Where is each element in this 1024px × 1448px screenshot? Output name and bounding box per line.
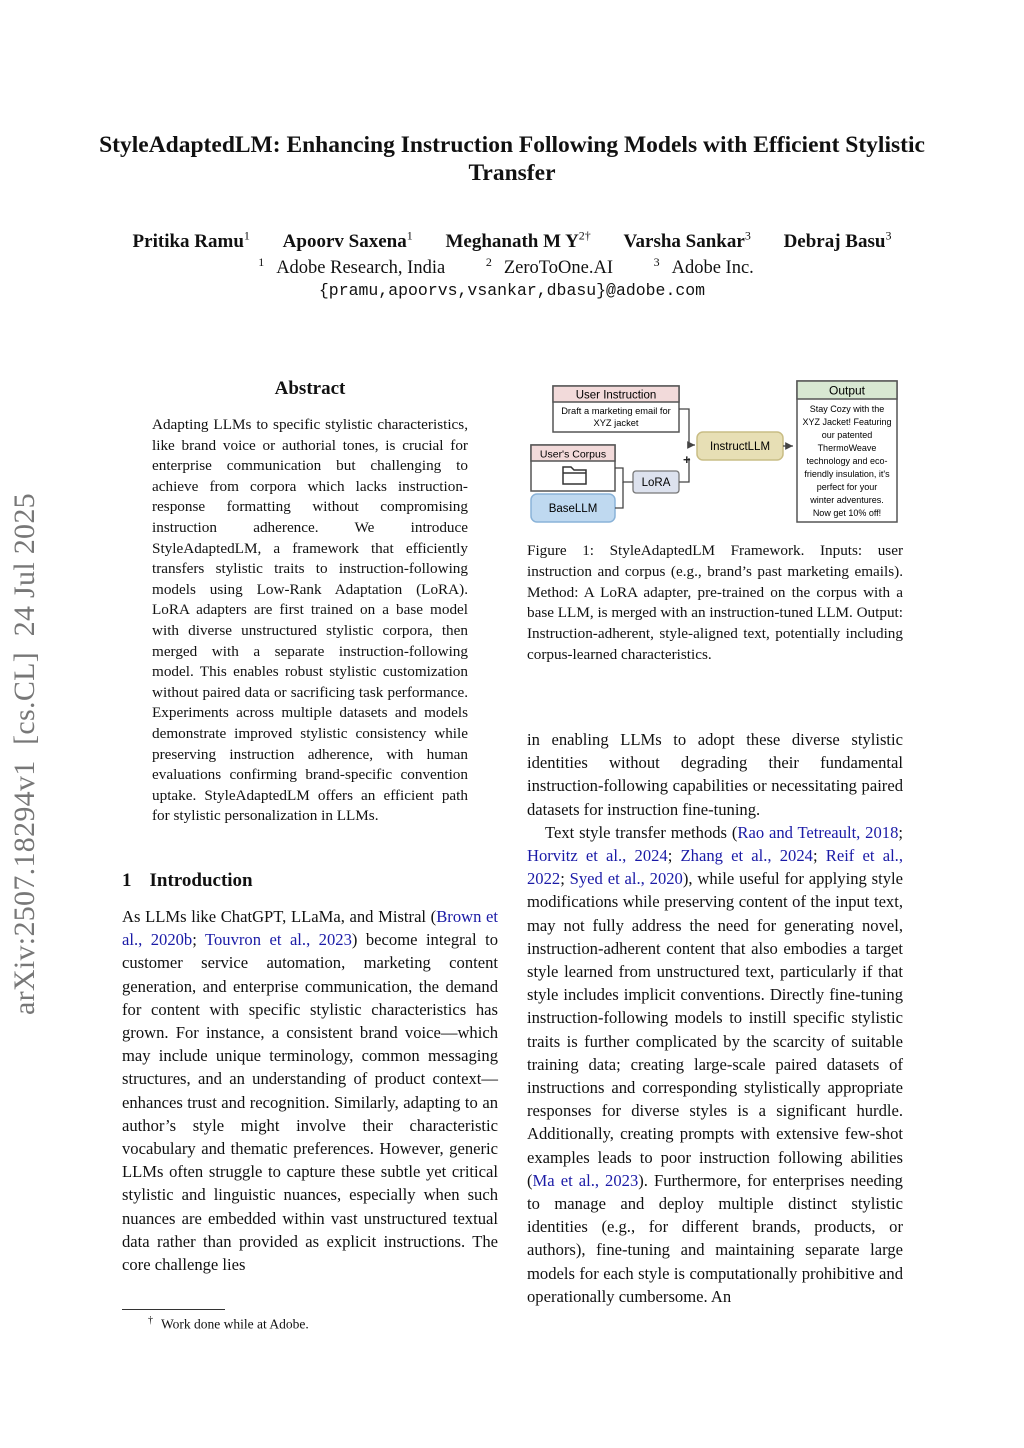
lora-label: LoRA [641, 477, 671, 489]
author-name: Apoorv Saxena [282, 231, 407, 253]
user-instruction-text: XYZ jacket [593, 418, 639, 428]
section-heading [122, 870, 253, 892]
output-label: Output [828, 383, 866, 398]
output-box [797, 381, 897, 522]
arxiv-stamp: arXiv:2507.18294v1 [cs.CL] 24 Jul 2025 [8, 493, 41, 1015]
citation-link[interactable]: Ma et al., 2023 [532, 1170, 639, 1190]
user-instruction-label: User Instruction [575, 389, 657, 402]
instruct-llm-label: InstructLLM [709, 441, 771, 453]
user-instruction-box [553, 386, 679, 432]
footnote-rule [122, 1309, 225, 1310]
users-corpus-box [531, 445, 615, 491]
author: Meghanath M $Y^{2\dagger}$ [445, 229, 591, 253]
citation-link[interactable]: Brown et al., 2020b [122, 907, 499, 950]
connector [615, 482, 623, 508]
citation-link[interactable]: Zhang et al., 2024 [680, 846, 813, 866]
abstract-heading: Abstract [274, 378, 346, 399]
affiliation: $^1$ Adobe Research, India [258, 255, 446, 279]
output-line: ThermoWeave [817, 443, 877, 453]
citation-link[interactable]: Horvitz et al., 2024 [527, 846, 668, 866]
connector [679, 409, 695, 445]
section-number: 1 [122, 870, 132, 891]
user-instruction-text: Draft a marketing email for [561, 406, 671, 416]
output-line: technology and eco- [806, 456, 888, 466]
figure-1-caption: Figure 1: StyleAdaptedLM Framework. Inputs: user instruction and corpus (e.g., brand’s past marketing emails). Method: A LoRA adapter, pre-trained on the corpus with a base LLM, is merged with an instruction-tuned LLM. Output: Instruction-adherent, style-aligned text, potentially including corpus-learned characteristics. [527, 542, 903, 663]
author: Pritika Ramu$^1$ [132, 229, 250, 253]
figure-1-diagram [527, 378, 905, 526]
output-line: winter adventures. [810, 495, 884, 505]
output-line: Now get 10% off! [812, 508, 882, 518]
affiliation: $^2$ ZeroToOne.AI [485, 255, 613, 279]
author-emails: {pramu,apoorvs,vsankar,dbasu}@adobe.com [318, 281, 706, 300]
citation-link[interactable]: Reif et al., 2022 [527, 846, 903, 889]
base-llm-box [531, 494, 615, 522]
output-line: friendly insulation, it's [804, 469, 890, 479]
footnote: † Work done while at Adobe. [148, 1315, 309, 1332]
intro-paragraph-left: As LLMs like ChatGPT, LLaMa, and Mistral (Brown et al., 2020b; Touvron et al., 2023) become integral to customer service automation, marketing content generation, and enterprise communication, the demand for content with specific stylistic characteristics has grown. For instance, a consistent brand voice—which may include unique terminology, common messaging structures, and an understanding of product context—enhances trust and recognition. Similarly, adapting to an author’s style might involve their characteristic vocabulary and thematic preferences. However, generic LLMs often struggle to capture these subtle yet critical stylistic and linguistic nuances, especially when such nuances are embedded within vast unstructured textual data rather than provided as explicit instructions. The core challenge lies [122, 907, 499, 1275]
author-name: Pritika Ramu [132, 231, 244, 253]
abstract-text: Adapting LLMs to specific stylistic characteristics, like brand voice or authorial tones, is crucial for enterprise communication but challenging to achieve from corpora which lacks instruction-response formatting without compromising instruction adherence. We introduce StyleAdaptedLM, a framework that efficiently transfers stylistic traits to instruction-following models using Low-Rank Adaptation (LoRA). LoRA adapters are first trained on a base model with diverse unstructured stylistic corpora, then merged with a separate instruction-following model. This enables robust stylistic customization without paired data or sacrificing task performance. Experiments across multiple datasets and models demonstrate improved stylistic consistency while preserving instruction adherence, with human evaluations confirming brand-specific convention uptake. StyleAdaptedLM offers an efficient path for stylistic personalization in LLMs. [152, 416, 468, 825]
affiliation: $^3$ Adobe Inc. [653, 255, 754, 279]
section-title: Introduction [149, 870, 253, 891]
author-name: Debraj Basu [783, 231, 886, 253]
citation-link[interactable]: Touvron et al., 2023 [205, 930, 352, 950]
author: Apoorv Saxena$^1$ [282, 229, 413, 253]
connector [615, 468, 633, 482]
base-llm-label: BaseLLM [548, 503, 598, 515]
citation-link[interactable]: Rao and Tetreault, 2018 [737, 822, 899, 842]
citation-link[interactable]: Syed et al., 2020 [569, 869, 683, 889]
author: Varsha Sankar$^3$ [623, 229, 751, 253]
author: Debraj Basu$^3$ [783, 229, 892, 253]
affiliations [60, 255, 964, 279]
intro-paragraph-right: in enabling LLMs to adopt these diverse stylistic identities without degrading their fundamental instruction-following capabilities or necessitating paired datasets for instruction fine-tuning. Text style transfer methods (Rao and Tetreault, 2018; Horvitz et al., 2024; Zhang et al., 2024; Reif et al., 2022; Syed et al., 2020), while useful for applying style modifications while preserving content of the input text, may not fully address the need for generating novel, instruction-adherent content that also embodies a target style learned from unstructured text, particularly if that style includes implicit conventions. Directly fine-tuning instruction-following models to instill specific stylistic traits is further complicated by the scarcity of suitable training data; creating large-scale paired datasets of instructions and corresponding stylistically appropriate responses for diverse styles is a significant hurdle. Additionally, creating prompts with extensive few-shot examples leads to poor instruction following abilities (Ma et al., 2023). Furthermore, for enterprises needing to manage and deploy multiple distinct stylistic identities (e.g., for different brands, products, or authors), fine-tuning and maintaining separate large models for each style is computationally prohibitive and operationally cumbersome. An [527, 730, 903, 1306]
output-line: Stay Cozy with the [809, 404, 885, 414]
output-line: perfect for your [816, 482, 878, 492]
instruct-llm-box [697, 432, 783, 460]
author-list [60, 229, 964, 253]
paper-title: StyleAdaptedLM: Enhancing Instruction Following Models with Efficient Stylistic Transfer [99, 132, 925, 186]
plus-icon: + [683, 452, 691, 467]
author-name: Meghanath M Y [445, 231, 579, 253]
users-corpus-label: User's Corpus [539, 448, 607, 461]
output-line: our patented [821, 430, 873, 440]
lora-box [633, 471, 679, 493]
author-name: Varsha Sankar [623, 231, 745, 253]
output-line: XYZ Jacket! Featuring [802, 417, 892, 427]
